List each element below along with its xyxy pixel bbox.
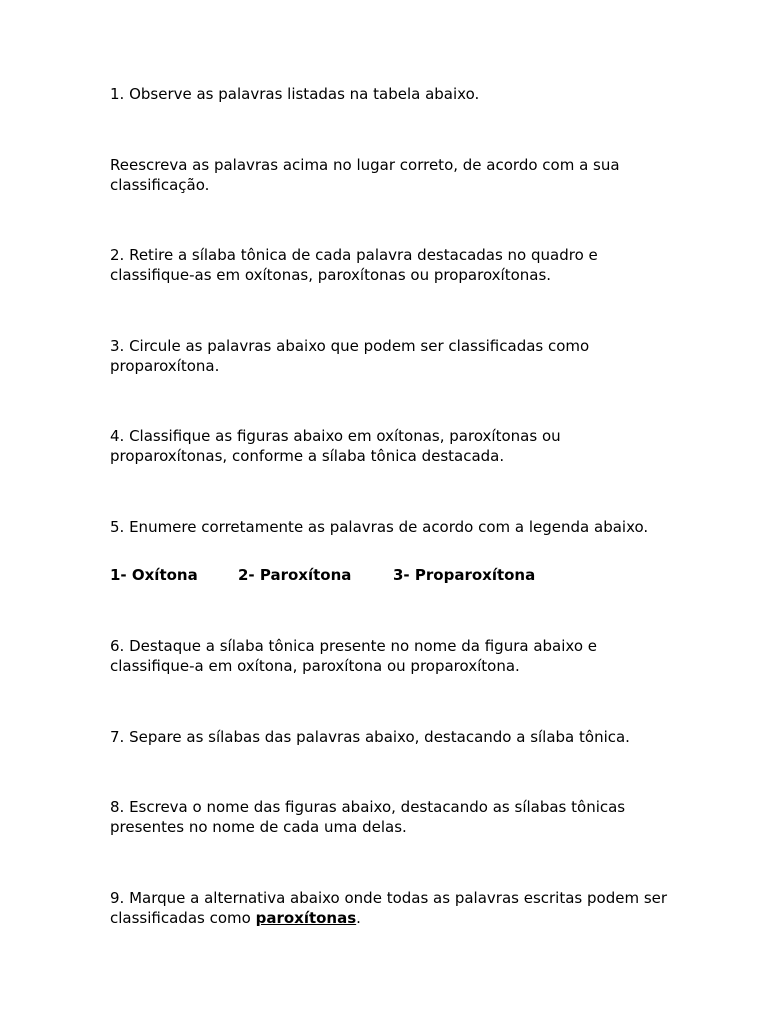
legend-proparoxitona: 3- Proparoxítona <box>393 566 536 584</box>
question-9-text: 9. Marque a alternativa abaixo onde todas as palavras escritas podem ser classificadas como <box>110 889 668 927</box>
question-9-end: . <box>356 908 361 927</box>
legend-paroxitona: 2- Paroxítona <box>238 566 352 584</box>
question-6: 6. Destaque a sílaba tônica presente no nome da figura abaixo e classifique-a em oxítona, paroxítona ou proparoxítona. <box>110 637 598 675</box>
question-7: 7. Separe as sílabas das palavras abaixo, destacando a sílaba tônica. <box>110 728 630 746</box>
question-5: 5. Enumere corretamente as palavras de acordo com a legenda abaixo. <box>110 518 649 536</box>
question-1-instruction: Reescreva as palavras acima no lugar correto, de acordo com a sua classificação. <box>110 156 620 194</box>
question-8: 8. Escreva o nome das figuras abaixo, destacando as sílabas tônicas presentes no nome de cada uma delas. <box>110 798 626 836</box>
question-9 <box>110 889 670 928</box>
legend-oxitona: 1- Oxítona <box>110 566 198 584</box>
question-9-emphasis: paroxítonas <box>255 908 357 927</box>
question-4: 4. Classifique as figuras abaixo em oxítonas, paroxítonas ou proparoxítonas, conforme a sílaba tônica destacada. <box>110 427 561 465</box>
question-1: 1. Observe as palavras listadas na tabela abaixo. <box>110 85 480 103</box>
question-3: 3. Circule as palavras abaixo que podem ser classificadas como proparoxítona. <box>110 337 590 375</box>
question-2: 2. Retire a sílaba tônica de cada palavra destacadas no quadro e classifique-as em oxítonas, paroxítonas ou proparoxítonas. <box>110 246 598 284</box>
